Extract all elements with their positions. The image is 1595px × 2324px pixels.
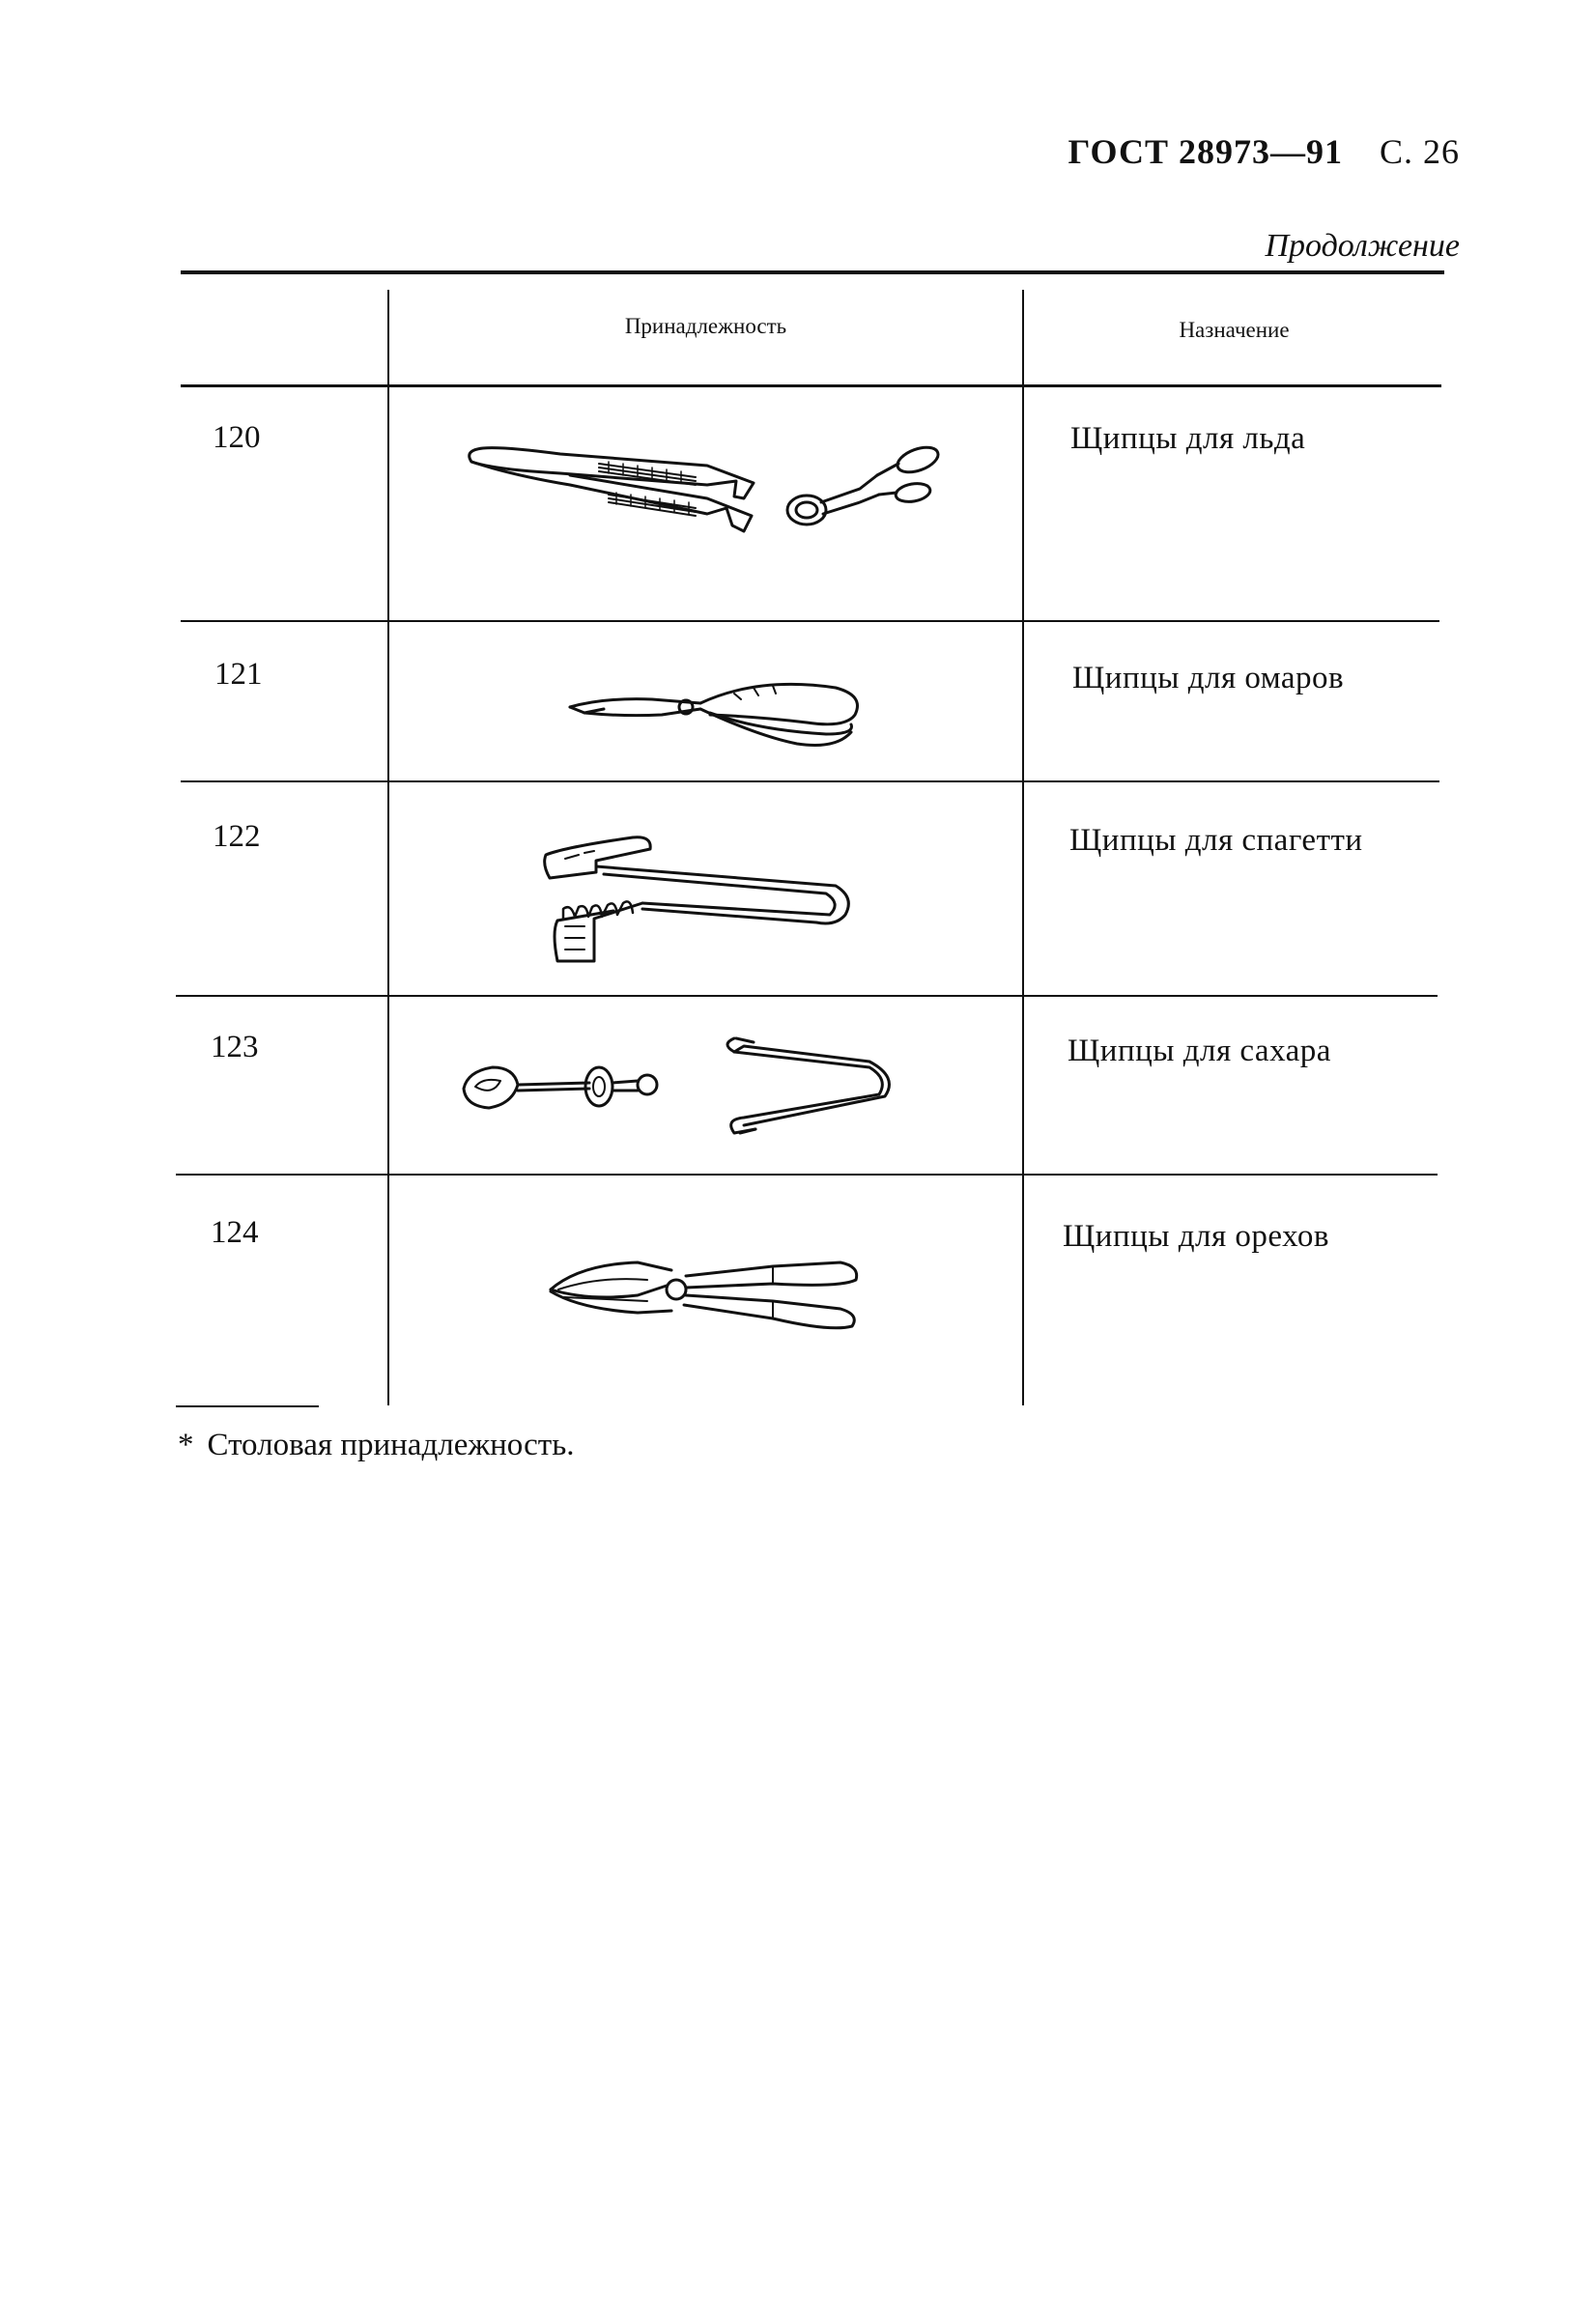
row-number: 124: [211, 1215, 259, 1250]
column-header-purpose: Назначение: [1179, 318, 1290, 342]
row-divider: [181, 780, 1439, 782]
column-divider-right: [1022, 290, 1024, 1405]
spaghetti-tongs-illustration: [536, 826, 865, 971]
footnote: [178, 1428, 575, 1463]
row-description: Щипцы для сахара: [1068, 1034, 1331, 1068]
row-number: 123: [211, 1030, 259, 1064]
sugar-tongs-illustration: [454, 1029, 956, 1154]
footnote-text: Столовая принадлежность.: [207, 1428, 575, 1462]
table-top-rule: [181, 270, 1444, 274]
row-description: Щипцы для орехов: [1063, 1219, 1329, 1254]
row-divider: [176, 995, 1438, 997]
table-header-rule: [181, 384, 1441, 387]
page-number: С. 26: [1379, 132, 1460, 171]
row-number: 121: [214, 657, 263, 692]
row-divider: [181, 620, 1439, 622]
page-header: [1068, 131, 1460, 172]
standard-number: ГОСТ 28973—91: [1068, 132, 1343, 171]
footnote-mark: *: [178, 1428, 194, 1462]
column-header-item: Принадлежность: [624, 314, 787, 338]
row-divider: [176, 1174, 1438, 1176]
nut-tongs-illustration: [541, 1241, 869, 1347]
continuation-label: Продолжение: [1265, 228, 1460, 264]
footnote-rule: [176, 1405, 319, 1407]
lobster-tongs-illustration: [565, 666, 874, 763]
column-divider-left: [387, 290, 389, 1405]
row-description: Щипцы для омаров: [1072, 661, 1345, 695]
row-number: 120: [213, 420, 261, 455]
row-number: 122: [213, 819, 261, 854]
ice-tongs-illustration: [454, 425, 956, 560]
row-description: Щипцы для спагетти: [1069, 823, 1363, 858]
row-description: Щипцы для льда: [1070, 421, 1306, 456]
